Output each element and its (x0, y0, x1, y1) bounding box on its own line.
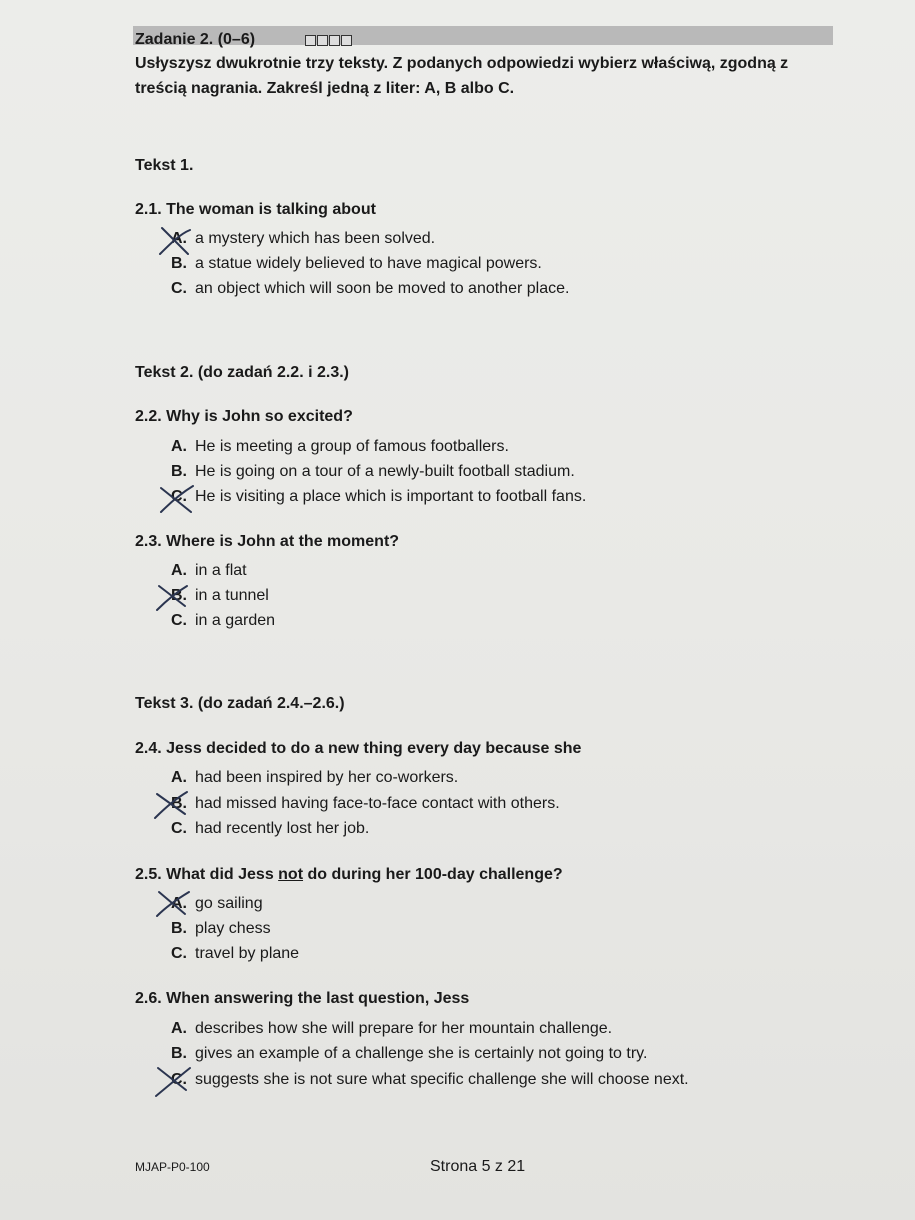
option-text: go sailing (195, 895, 263, 912)
option-text: in a garden (195, 612, 276, 629)
section-label: Tekst 3. (do zadań 2.4.–2.6.) (135, 695, 345, 712)
option-letter: C. (171, 945, 187, 962)
option-letter: A. (171, 769, 187, 786)
option-text: travel by plane (195, 945, 300, 962)
question-2-2: 2.2. Why is John so excited? (135, 408, 353, 425)
answer-mark-x (155, 888, 195, 922)
option-text: a statue widely believed to have magical powers. (195, 255, 542, 272)
option-text: play chess (195, 920, 271, 937)
task-instruction: Usłyszysz dwukrotnie trzy teksty. Z podanych odpowiedzi wybierz właściwą, zgodną z treścią nagrania. Zakreśl jedną z liter: A, B albo C. (135, 55, 789, 97)
section-label: Tekst 1. (135, 157, 194, 174)
option-letter: B. (171, 920, 187, 937)
option-2-1-a[interactable] (171, 230, 435, 248)
question-text: do during her 100-day challenge? (303, 866, 563, 883)
task-title: Zadanie 2. (0–6) (135, 31, 256, 48)
option-2-5-b[interactable] (171, 920, 271, 938)
option-letter: B. (171, 1045, 187, 1062)
option-letter: A. (171, 438, 187, 455)
option-2-3-a[interactable] (171, 562, 247, 580)
option-text: had missed having face-to-face contact with others. (195, 795, 560, 812)
question-2-4: 2.4. Jess decided to do a new thing every day because she (135, 740, 582, 757)
option-2-4-c[interactable] (171, 820, 369, 838)
question-2-1: 2.1. The woman is talking about (135, 201, 376, 218)
option-2-1-c[interactable] (171, 280, 569, 298)
option-letter: A. (171, 562, 187, 579)
option-letter: B. (171, 795, 187, 812)
score-box (305, 35, 316, 46)
answer-mark-x (153, 788, 193, 822)
option-text: He is meeting a group of famous footballers. (195, 438, 509, 455)
question-2-6: 2.6. When answering the last question, Jess (135, 990, 470, 1007)
option-2-2-c[interactable] (171, 488, 586, 506)
option-2-6-c[interactable] (171, 1071, 689, 1089)
option-letter: B. (171, 587, 187, 604)
option-letter: C. (171, 280, 187, 297)
option-2-2-a[interactable] (171, 438, 509, 456)
option-letter: B. (171, 255, 187, 272)
score-box (341, 35, 352, 46)
option-text: an object which will soon be moved to another place. (195, 280, 570, 297)
option-2-4-b[interactable] (171, 795, 560, 813)
answer-mark-x (155, 582, 195, 616)
option-text: in a flat (195, 562, 247, 579)
option-text: had recently lost her job. (195, 820, 370, 837)
option-text: gives an example of a challenge she is certainly not going to try. (195, 1045, 648, 1062)
option-2-2-b[interactable] (171, 463, 575, 481)
option-text: in a tunnel (195, 587, 269, 604)
option-2-4-a[interactable] (171, 769, 458, 787)
option-text: a mystery which has been solved. (195, 230, 436, 247)
option-2-6-b[interactable] (171, 1045, 647, 1063)
option-2-6-a[interactable] (171, 1020, 612, 1038)
score-boxes (305, 35, 353, 46)
page-number: Strona 5 z 21 (430, 1158, 526, 1175)
option-letter: C. (171, 488, 187, 505)
answer-mark-x (157, 482, 197, 516)
option-letter: B. (171, 463, 187, 480)
option-text: suggests she is not sure what specific challenge she will choose next. (195, 1071, 689, 1088)
option-text: had been inspired by her co-workers. (195, 769, 459, 786)
section-label: Tekst 2. (do zadań 2.2. i 2.3.) (135, 364, 349, 381)
question-text-underlined: not (278, 866, 304, 883)
question-text: 2.5. What did Jess (135, 866, 279, 883)
option-text: describes how she will prepare for her mountain challenge. (195, 1020, 613, 1037)
option-letter: C. (171, 612, 187, 629)
option-letter: C. (171, 1071, 187, 1088)
option-letter: A. (171, 895, 187, 912)
option-letter: A. (171, 1020, 187, 1037)
option-2-5-c[interactable] (171, 945, 299, 963)
option-2-1-b[interactable] (171, 255, 542, 273)
question-2-3: 2.3. Where is John at the moment? (135, 533, 400, 550)
answer-mark-x (156, 224, 196, 258)
question-2-5 (135, 866, 563, 884)
option-letter: C. (171, 820, 187, 837)
score-box (329, 35, 340, 46)
option-letter: A. (171, 230, 187, 247)
answer-mark-x (154, 1064, 194, 1098)
option-text: He is going on a tour of a newly-built football stadium. (195, 463, 575, 480)
exam-code: MJAP-P0-100 (135, 1160, 210, 1174)
score-box (317, 35, 328, 46)
option-text: He is visiting a place which is important to football fans. (195, 488, 587, 505)
